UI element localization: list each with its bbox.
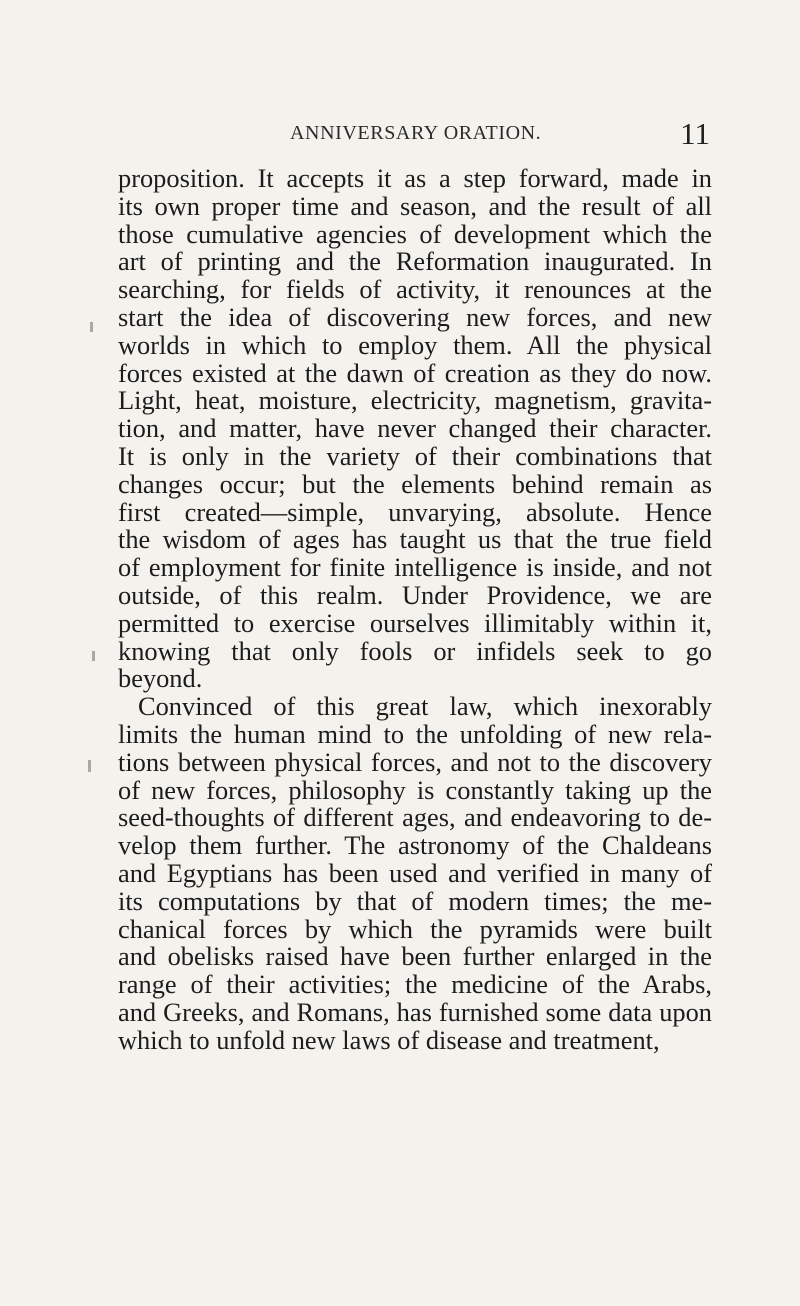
text-line: Convinced of this great law, which inexorably: [138, 691, 712, 722]
text-line: proposition. It accepts it as a step forward, made in: [118, 163, 712, 193]
text-line: knowing that only fools or infidels seek to go: [118, 635, 712, 666]
text-line: searching, for fields of activity, it renounces at the: [118, 274, 712, 305]
text-line: its own proper time and season, and the result of all: [118, 190, 712, 221]
text-line: which to unfold new laws of disease and treatment,: [118, 1024, 660, 1055]
text-line: beyond.: [118, 663, 203, 694]
text-line: outside, of this realm. Under Providence, we are: [118, 579, 712, 610]
text-line: It is only in the variety of their combinations that: [118, 440, 712, 471]
text-line: changes occur; but the elements behind remain as: [118, 468, 712, 499]
text-line: of employment for finite intelligence is inside, and not: [118, 552, 712, 583]
text-line: and obelisks raised have been further enlarged in the: [118, 941, 712, 972]
text-line: velop them further. The astronomy of the Chaldeans: [118, 830, 712, 861]
text-line: those cumulative agencies of development which the: [118, 218, 712, 249]
margin-mark: [88, 760, 91, 772]
text-line: start the idea of discovering new forces, and new: [118, 301, 712, 332]
text-line: range of their activities; the medicine of the Arabs,: [118, 969, 712, 1000]
text-line: forces existed at the dawn of creation as they do now.: [118, 357, 712, 388]
text-line: chanical forces by which the pyramids were built: [118, 913, 712, 944]
text-line: limits the human mind to the unfolding of new rela-: [118, 718, 712, 749]
text-line: and Egyptians has been used and verified in many of: [118, 857, 712, 888]
text-line: permitted to exercise ourselves illimitably within it,: [118, 607, 712, 638]
page-number: 11: [680, 116, 710, 151]
text-line: and Greeks, and Romans, has furnished some data upon: [118, 996, 712, 1027]
text-line: seed-thoughts of different ages, and endeavoring to de-: [118, 802, 712, 833]
body-text: [118, 165, 712, 1055]
running-head: ANNIVERSARY ORATION.: [290, 122, 542, 144]
text-line: the wisdom of ages has taught us that the true field: [118, 524, 712, 555]
margin-mark: [90, 322, 93, 332]
page-header: [290, 116, 710, 156]
text-line: worlds in which to employ them. All the physical: [118, 329, 712, 360]
text-line: Light, heat, moisture, electricity, magnetism, gravita-: [118, 385, 712, 416]
text-line: art of printing and the Reformation inaugurated. In: [118, 246, 712, 277]
text-line: its computations by that of modern times; the me-: [118, 885, 712, 916]
text-line: of new forces, philosophy is constantly taking up the: [118, 774, 712, 805]
text-line: first created—simple, unvarying, absolute. Hence: [118, 496, 712, 527]
margin-mark: [92, 651, 95, 661]
text-line: tion, and matter, have never changed their character.: [118, 413, 712, 444]
text-line: tions between physical forces, and not to the discovery: [118, 746, 712, 777]
